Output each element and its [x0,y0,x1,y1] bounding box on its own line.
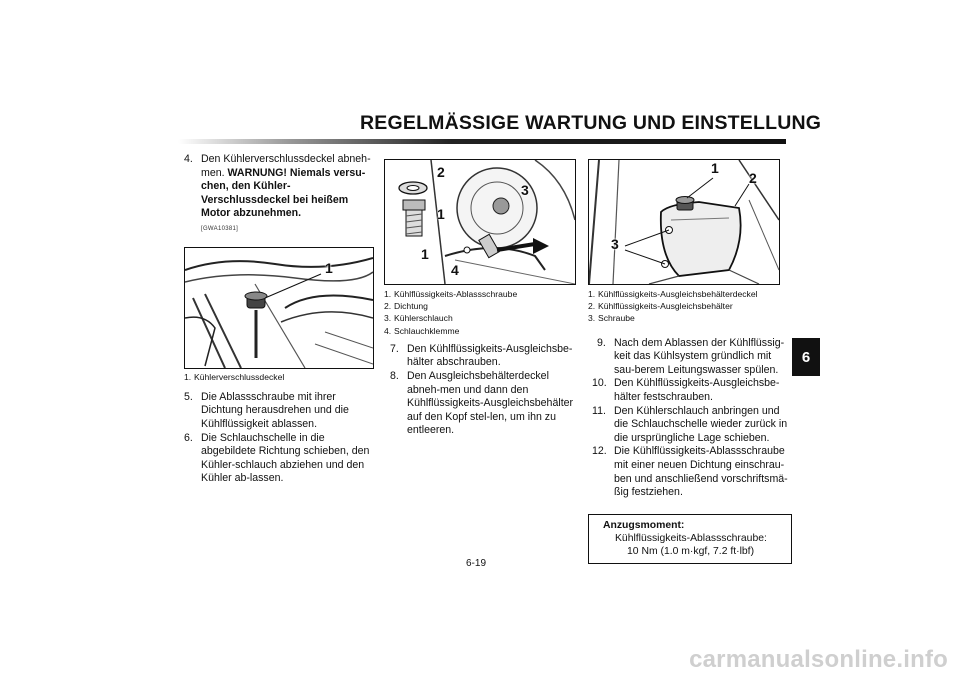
caption-number: 1. [184,371,192,382]
step-number: 9. [597,336,606,349]
step-11 [592,405,793,446]
callout-1: 1 [711,160,719,176]
caption-number: 2. [384,301,392,312]
step-number: 4. [184,153,193,165]
figure-radiator-cap [184,247,374,369]
callout-4: 4 [451,262,459,278]
caption-text: Kühlerverschlussdeckel [194,371,285,382]
step-10 [592,377,793,404]
step-4 [184,153,374,221]
callout-1: 1 [437,206,445,222]
steps-list [588,337,793,500]
figure-coolant-reservoir [588,159,780,285]
caption-number: 3. [588,313,596,324]
caption-text: Dichtung [394,301,428,312]
caption-line [588,300,793,312]
column-2 [384,153,578,438]
caption-text: Schlauchklemme [394,325,460,336]
caption-line [588,312,793,324]
step-number: 7. [390,342,399,355]
step-4-text: Den Kühlerverschlussdeckel abneh-men. [201,153,371,179]
caption-line [384,300,578,312]
spec-value: 10 Nm (1.0 m·kgf, 7.2 ft·lbf) [627,545,755,557]
figure-caption [384,288,578,337]
figure-caption [184,371,374,383]
step-number: 6. [184,431,193,444]
caption-line [384,312,578,324]
step-number: 11. [592,404,606,417]
spec-item: Kühlflüssigkeits-Ablassschraube: [615,532,767,544]
caption-text: Kühlflüssigkeits-Ausgleichsbehälter [598,301,733,312]
callout-2: 2 [749,170,757,186]
step-9 [592,337,793,378]
steps-list [384,343,578,438]
step-text: Den Kühlflüssigkeits-Ausgleichsbe-hälter festschrauben. [614,377,780,403]
step-number: 8. [390,370,399,382]
column-1 [184,153,374,486]
caption-text: Kühlerschlauch [394,313,453,324]
page-title: REGELMÄSSIGE WARTUNG UND EINSTELLUNG [360,112,822,134]
caption-number: 2. [588,301,596,312]
caption-line [384,325,578,337]
caption-number: 3. [384,313,392,324]
step-6 [184,432,374,486]
callout-1: 1 [325,259,333,276]
step-number: 5. [184,390,193,403]
step-8 [390,370,578,438]
caption-number: 1. [384,289,392,299]
chapter-tab: 6 [792,338,820,376]
step-7 [390,343,578,370]
callout-2: 2 [437,164,445,180]
figure-drain-bolt [384,159,576,285]
warning-code: [GWA10381] [201,225,239,232]
caption-line [384,288,578,300]
drain-bolt-illustration [385,160,575,284]
step-number: 10. [592,377,607,390]
watermark: carmanualsonline.info [689,646,948,673]
column-3 [588,153,793,564]
caption-line [184,371,374,383]
spec-heading: Anzugsmoment: [603,519,685,531]
step-text: Den Kühlerschlauch anbringen und die Schlauchschelle wieder zurück in die ursprüngliche Lage schieben. [614,404,788,444]
torque-spec-box [588,514,792,564]
caption-text: Kühlflüssigkeits-Ausgleichsbehälterdeckel [598,289,758,299]
title-rule [178,139,786,144]
caption-text: Schraube [598,313,635,324]
step-text: Die Ablassschraube mit ihrer Dichtung herausdrehen und die Kühlflüssigkeit ablassen. [201,390,349,430]
warning-text: WARNUNG! Niemals versu-chen, den Kühler-Verschlussdeckel bei heißem Motor abzunehmen. [201,166,366,220]
callout-1-lower: 1 [421,246,429,262]
callout-3: 3 [611,236,619,252]
radiator-cap-illustration [185,248,373,368]
step-12 [592,445,793,499]
caption-number: 1. [588,289,596,299]
step-text [201,153,374,221]
caption-number: 4. [384,325,392,336]
page-number: 6-19 [466,558,487,569]
step-text: Die Schlauchschelle in die abgebildete Richtung schieben, den Kühler-schlauch abziehen und den Kühler ab-lassen. [201,431,370,485]
steps-list [184,391,374,486]
caption-text: Kühlflüssigkeits-Ablassschraube [394,289,518,299]
callout-3: 3 [521,182,529,198]
step-text: Den Kühlflüssigkeits-Ausgleichsbe-hälter abschrauben. [407,342,573,369]
step-text: Den Ausgleichsbehälterdeckel abneh-men und dann den Kühlflüssigkeits-Ausgleichsbehälter auf den Kopf stel-len, um ihn zu entleeren. [407,370,574,437]
step-number: 12. [592,445,607,458]
step-text: Die Kühlflüssigkeits-Ablassschraube mit einer neuen Dichtung einschrau-ben und anschließend vorschriftsmä-ßig festziehen. [614,445,788,499]
caption-line [588,288,793,300]
step-text: Nach dem Ablassen der Kühlflüssig-keit das Kühlsystem gründlich mit sau-berem Leitungswasser spülen. [614,336,785,376]
figure-caption [588,288,793,325]
step-5 [184,391,374,432]
